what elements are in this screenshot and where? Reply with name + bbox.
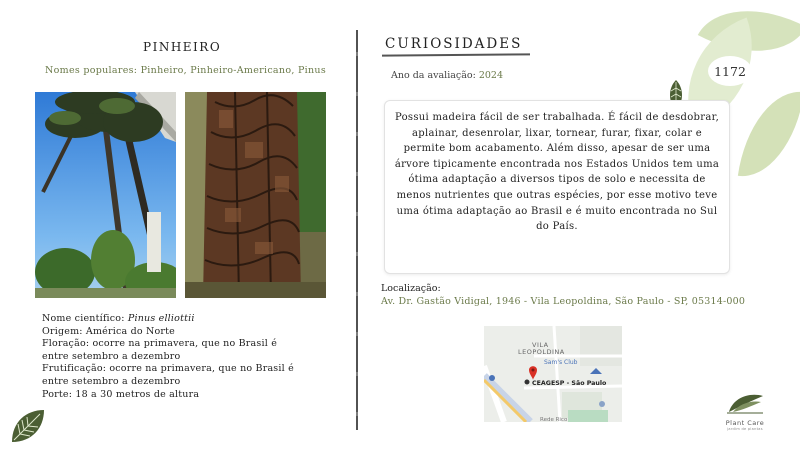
evaluation-year-value: 2024 <box>478 70 504 81</box>
map-district-label-1: VILA <box>532 341 549 349</box>
location-map[interactable] <box>484 326 622 422</box>
fruiting-row-2: entre setembro a dezembro <box>42 375 181 387</box>
column-divider <box>356 30 358 430</box>
scientific-name-label: Nome científico: <box>42 313 128 324</box>
evaluation-year <box>391 70 503 81</box>
section-title: CURIOSIDADES <box>385 36 523 52</box>
leaf-icon <box>10 408 46 444</box>
flowering-row-2: entre setembro a dezembro <box>42 350 181 362</box>
evaluation-year-label: Ano da avaliação: <box>391 70 479 81</box>
brand-name: Plant Care <box>725 419 765 427</box>
pine-bark-photo <box>185 92 326 298</box>
map-poi-label-1: Sam's Club <box>544 359 578 366</box>
curiosity-card <box>384 100 730 274</box>
fruiting-row-1: Frutificação: ocorre na primavera, que no Brasil é <box>42 363 294 375</box>
curiosity-text: Possui madeira fácil de ser trabalhada. É fácil de desdobrar, aplainar, desenrolar, lixar, tornear, furar, fixar, colar e permite bom acabamento. Além disso, apesar de ser uma árvore tipicamente encontrada nos Estados Unidos tem uma ótima adaptação a diversos tipos de solo e necessita de menos nutrientes que outras espécies, por esse motivo teve uma ótima adaptação ao Brasil e é muito encontrada no Sul do País. <box>394 112 720 233</box>
map-poi-label-2: CEAGESP - São Paulo <box>532 380 607 387</box>
scientific-name-row <box>42 313 332 326</box>
brand-tagline: jardim de plantas <box>727 427 763 431</box>
map-district-label-2: LEOPOLDINA <box>518 348 565 356</box>
scientific-name-value: Pinus elliottii <box>127 313 195 324</box>
title-underline <box>382 53 530 56</box>
popular-names: Nomes populares: Pinheiro, Pinheiro-Americano, Pinus <box>45 65 327 76</box>
size-row: Porte: 18 a 30 metros de altura <box>42 388 200 400</box>
plant-details <box>42 313 332 401</box>
record-number-badge: 1172 <box>708 56 752 86</box>
flowering-row-1: Floração: ocorre na primavera, que no Brasil é <box>42 338 278 350</box>
map-poi-label-3: Rede Rico <box>540 417 568 422</box>
location-label: Localização: <box>381 283 441 294</box>
brand-logo-icon <box>725 392 765 414</box>
decor-leaf-right <box>738 85 800 184</box>
palm-trees-photo <box>35 92 176 298</box>
location-address: Av. Dr. Gastão Vidigal, 1946 - Vila Leopoldina, São Paulo - SP, 05314-000 <box>381 296 746 307</box>
origin-row: Origem: América do Norte <box>42 325 176 337</box>
plant-name: PINHEIRO <box>143 40 222 54</box>
brand-logo <box>715 392 775 431</box>
